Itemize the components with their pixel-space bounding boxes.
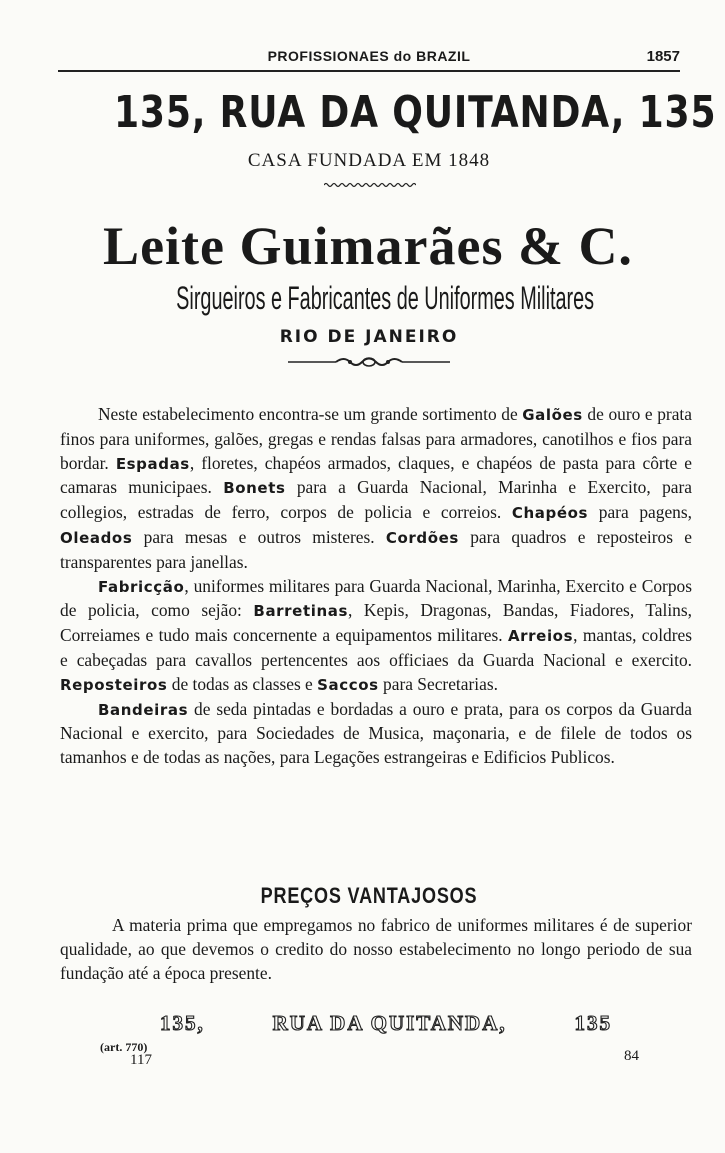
keyword-arreios: Arreios	[507, 627, 574, 646]
running-title: PROFISSIONAES do BRAZIL	[267, 48, 471, 64]
firm-name: Leite Guimarães & C.	[103, 216, 633, 276]
body-text: , floretes, chapéos armados, claques, e chapéos de pasta para côrte e camaras municipaes.	[60, 452, 692, 498]
trade-description: Sirgueiros e Fabricantes de Uniformes Militares	[176, 280, 595, 316]
street-address-footer	[160, 1011, 612, 1039]
city-name: RIO DE JANEIRO	[279, 327, 459, 347]
body-text: para a Guarda Nacional, Marinha e Exercito, para collegios, estradas de ferro, corpos de policia e correios.	[60, 477, 692, 523]
closing-statement	[60, 913, 692, 985]
paragraph-flags	[60, 698, 692, 770]
keyword-bandeiras: Bandeiras	[98, 700, 189, 719]
address-street: RUA DA QUITANDA,	[272, 1011, 507, 1035]
wavy-rule-ornament	[324, 181, 416, 189]
body-text: de seda pintadas e bordadas a ouro e prata, para os corpos da Guarda Nacional e exercito, para Sociedades de Musica, maçonaria, e de filele de todos os tamanhos e de todas as nações, para Legações estrangeiras e Edificios Publicos.	[60, 698, 692, 768]
keyword-bonets: Bonets	[223, 479, 286, 498]
body-text: para Secretarias.	[378, 673, 498, 694]
body-text: para quadros e reposteiros e transparentes para janellas.	[60, 526, 692, 572]
paragraph-goods	[60, 403, 692, 575]
closing-paragraph: A materia prima que empregamos no fabrico de uniformes militares é de superior qualidade, ao que devemos o credito do nosso estabelecimento no longo periodo de sua fundação até a época presente.	[60, 915, 692, 983]
paragraph-uniforms	[60, 575, 692, 698]
body-text: , mantas, coldres e cabeçadas para cavallos pertencentes aos officiaes da Guarda Nacional e exercito.	[60, 625, 693, 670]
address-number-right: 135	[574, 1011, 612, 1035]
page-number-left: 117	[130, 1052, 152, 1068]
keyword-fabricacao: Fabricção	[98, 577, 185, 596]
founded-line: CASA FUNDADA EM 1848	[247, 150, 491, 171]
keyword-galoes: Galões	[522, 406, 583, 424]
address-number-left: 135,	[160, 1011, 205, 1035]
keyword-saccos: Saccos	[317, 675, 379, 694]
article-reference: (art. 770)	[100, 1040, 148, 1054]
keyword-espadas: Espadas	[115, 454, 190, 473]
page-number-right: 84	[624, 1048, 639, 1064]
keyword-chapeos: Chapéos	[511, 504, 589, 523]
body-text: , uniformes militares para Guarda Nacional, Marinha, Exercito e Corpos de policia, como sejão:	[60, 575, 692, 621]
prices-heading: PREÇOS VANTAJOSOS	[260, 883, 478, 908]
body-text: Neste estabelecimento encontra-se um grande sortimento de	[98, 404, 523, 424]
body-text: para mesas e outros misteres.	[132, 526, 386, 547]
keyword-oleados: Oleados	[60, 528, 133, 547]
body-text: , Kepis, Dragonas, Bandas, Fiadores, Talins, Correiames e tudo mais concernente a equipamentos militares.	[60, 600, 692, 646]
body-text: de todas as classes e	[167, 673, 318, 694]
page-year: 1857	[646, 48, 680, 65]
keyword-barretinas: Barretinas	[253, 602, 348, 621]
body-text: para pagens,	[588, 502, 692, 523]
street-address-heading: 135, RUA DA QUITANDA, 135	[113, 87, 717, 138]
keyword-cordoes: Cordões	[385, 528, 459, 547]
keyword-reposteiros: Reposteiros	[60, 675, 168, 694]
scroll-ornament	[286, 354, 452, 370]
advert-body	[60, 403, 692, 770]
body-text: de ouro e prata finos para uniformes, galões, gregas e rendas falsas para armadores, canotilhos e fios para bordar.	[60, 404, 692, 473]
page-header	[58, 46, 680, 72]
